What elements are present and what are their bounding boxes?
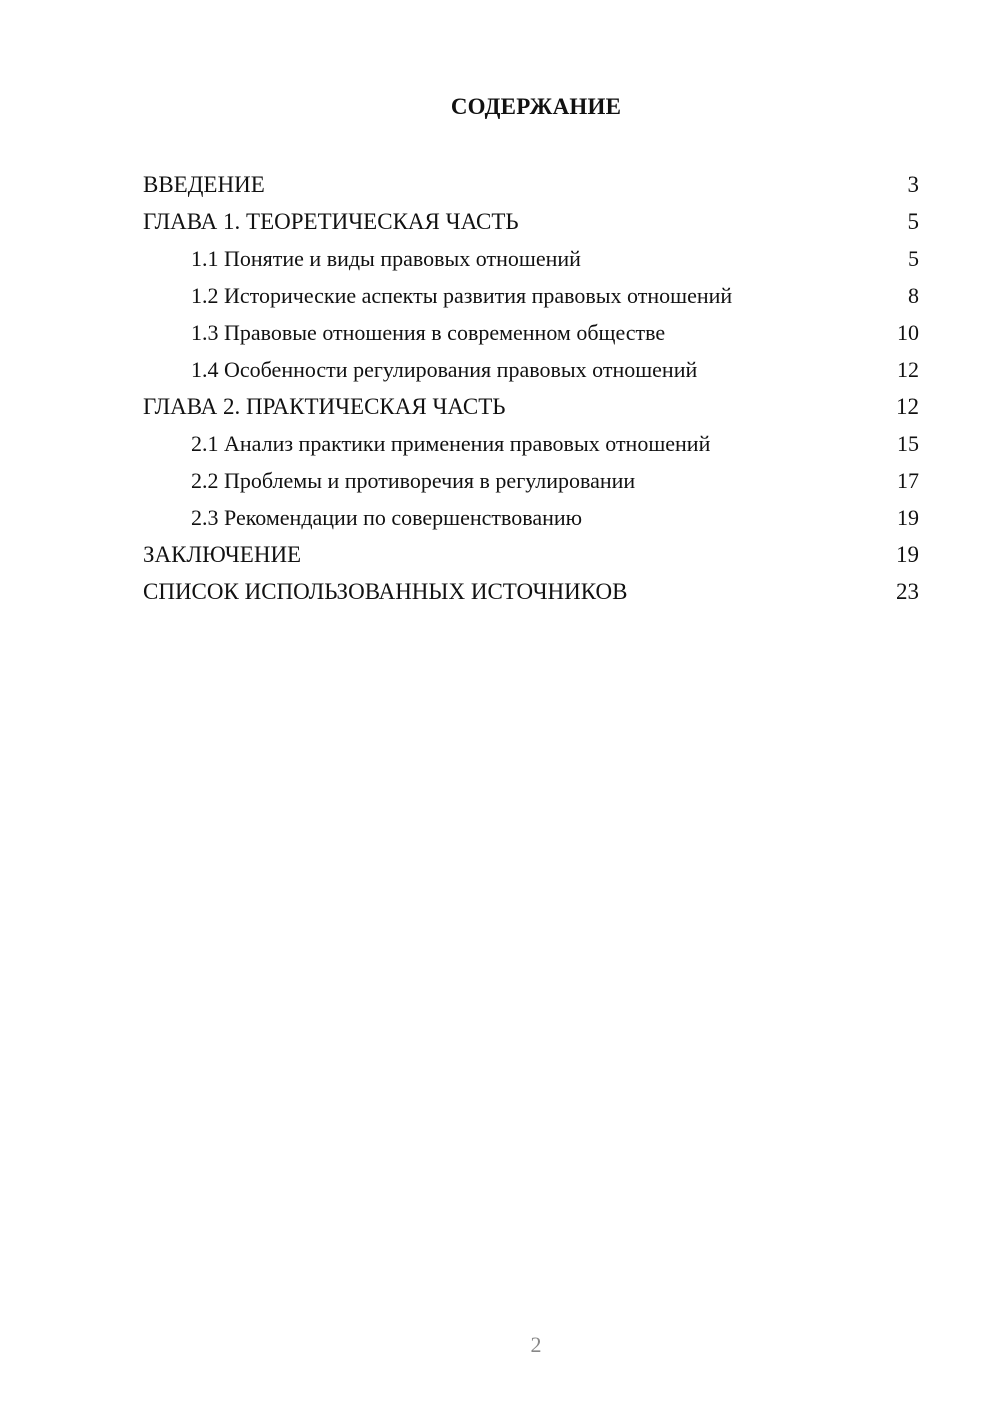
toc-entry-section-1-3[interactable] bbox=[143, 314, 919, 351]
toc-entry-label: 1.2 Исторические аспекты развития правовых отношений bbox=[191, 283, 733, 308]
toc-entry-section-2-2[interactable] bbox=[143, 462, 919, 499]
toc-entry-page: 15 bbox=[897, 431, 919, 456]
page-number: 2 bbox=[530, 1332, 542, 1357]
toc-entry-section-1-4[interactable] bbox=[143, 351, 919, 388]
toc-entry-chapter-1[interactable] bbox=[143, 203, 919, 240]
toc-entry-introduction[interactable] bbox=[143, 166, 919, 203]
toc-entry-label: ВВЕДЕНИЕ bbox=[143, 172, 265, 197]
toc-title: СОДЕРЖАНИЕ bbox=[450, 94, 622, 119]
table-of-contents bbox=[143, 166, 919, 610]
toc-entry-page: 8 bbox=[908, 283, 919, 308]
toc-entry-label: ГЛАВА 2. ПРАКТИЧЕСКАЯ ЧАСТЬ bbox=[143, 394, 506, 419]
toc-entry-conclusion[interactable] bbox=[143, 536, 919, 573]
toc-entry-label: 1.3 Правовые отношения в современном обществе bbox=[191, 320, 666, 345]
toc-entry-label: СПИСОК ИСПОЛЬЗОВАННЫХ ИСТОЧНИКОВ bbox=[143, 579, 628, 604]
toc-entry-section-1-1[interactable] bbox=[143, 240, 919, 277]
toc-entry-page: 12 bbox=[896, 394, 919, 419]
toc-entry-label: 2.2 Проблемы и противоречия в регулировании bbox=[191, 468, 636, 493]
toc-entry-label: ГЛАВА 1. ТЕОРЕТИЧЕСКАЯ ЧАСТЬ bbox=[143, 209, 519, 234]
toc-entry-page: 12 bbox=[897, 357, 919, 382]
toc-entry-page: 23 bbox=[896, 579, 919, 604]
toc-entry-references[interactable] bbox=[143, 573, 919, 610]
toc-entry-page: 3 bbox=[907, 172, 919, 197]
toc-entry-page: 10 bbox=[897, 320, 919, 345]
toc-entry-page: 5 bbox=[907, 209, 919, 234]
toc-entry-label: 2.1 Анализ практики применения правовых отношений bbox=[191, 431, 711, 456]
toc-entry-page: 19 bbox=[897, 505, 919, 530]
toc-entry-section-2-3[interactable] bbox=[143, 499, 919, 536]
toc-entry-label: ЗАКЛЮЧЕНИЕ bbox=[143, 542, 302, 567]
toc-entry-label: 1.1 Понятие и виды правовых отношений bbox=[191, 246, 581, 271]
toc-entry-label: 1.4 Особенности регулирования правовых отношений bbox=[191, 357, 698, 382]
toc-entry-label: 2.3 Рекомендации по совершенствованию bbox=[191, 505, 583, 530]
toc-entry-page: 17 bbox=[897, 468, 919, 493]
toc-entry-page: 5 bbox=[908, 246, 919, 271]
toc-entry-section-2-1[interactable] bbox=[143, 425, 919, 462]
toc-entry-section-1-2[interactable] bbox=[143, 277, 919, 314]
toc-entry-chapter-2[interactable] bbox=[143, 388, 919, 425]
toc-entry-page: 19 bbox=[896, 542, 919, 567]
